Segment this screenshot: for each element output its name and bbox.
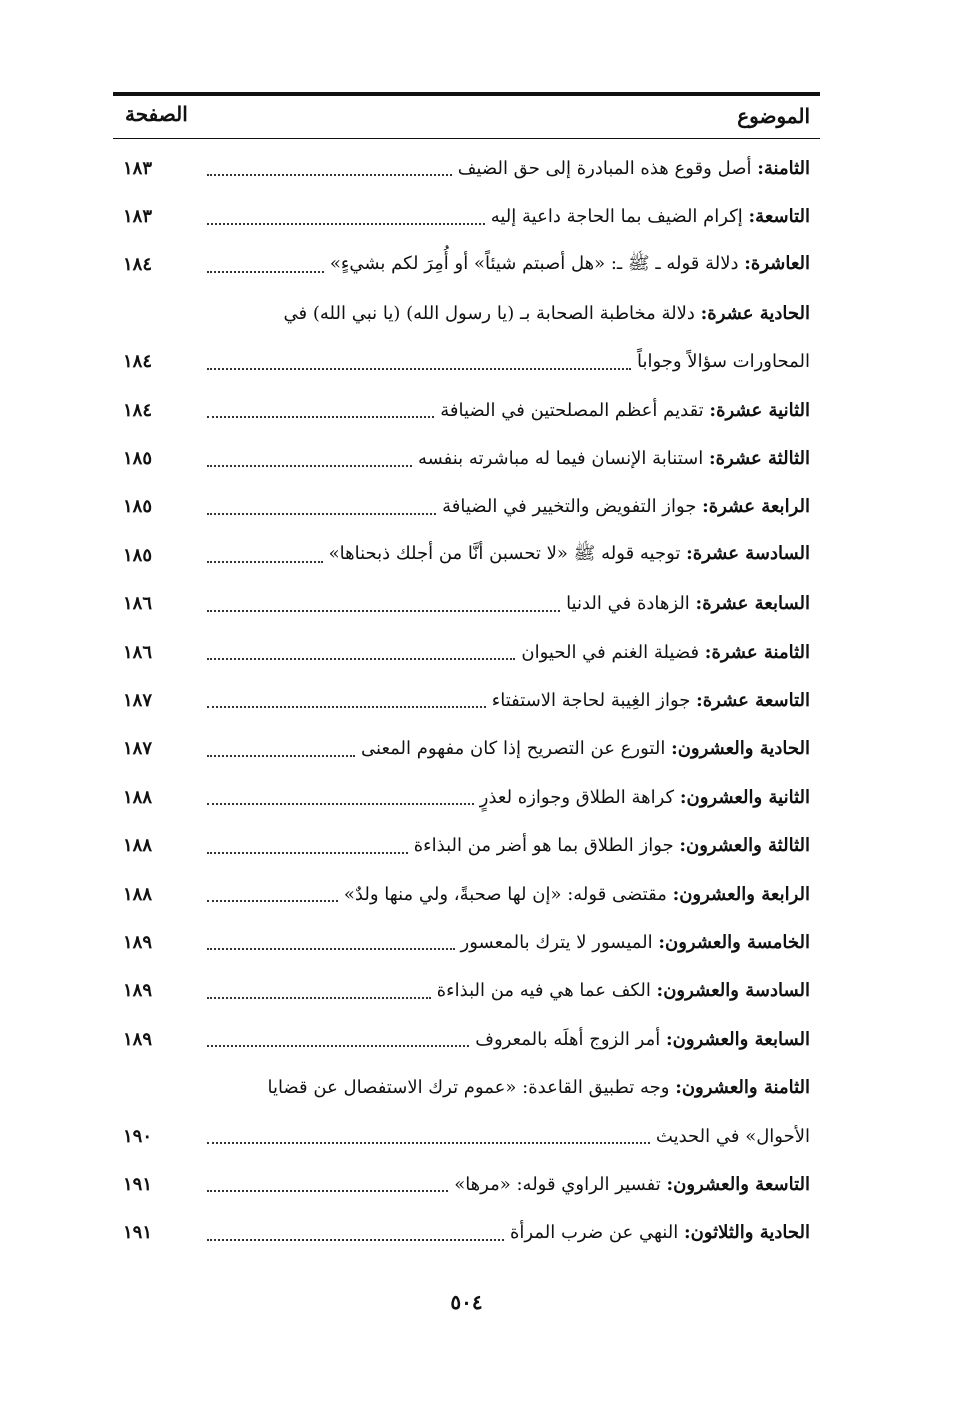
dot-leader <box>207 271 324 273</box>
toc-entry-label: الخامسة والعشرون: <box>658 931 810 953</box>
toc-entry <box>113 1015 820 1063</box>
dot-leader <box>207 852 408 854</box>
toc-entry-label: السابعة والعشرون: <box>665 1028 810 1050</box>
toc-entry-title: أصل وقوع هذه المبادرة إلى حق الضيف <box>457 157 758 179</box>
toc-entry-label: السابعة عشرة: <box>695 593 810 615</box>
toc-entry-title: الزهادة في الدنيا <box>566 593 696 615</box>
toc-entry <box>113 628 820 676</box>
toc-entry-title: الميسور لا يترك بالمعسور <box>460 931 659 953</box>
toc-entry-label: السادسة عشرة: <box>686 543 810 565</box>
toc-entry-label: التاسعة: <box>748 206 810 228</box>
toc-entry-page: ١٨٨ <box>123 883 153 905</box>
toc-entry-title: دلالة قوله ـ ﷺ ـ: «هل أصبتم شيئاً» أو أُمِرَ لكم بشيءٍ» <box>329 252 745 274</box>
toc-entry <box>113 725 820 773</box>
toc-entry-page: ١٨٨ <box>123 786 153 808</box>
toc-entry-text <box>469 1029 820 1050</box>
dot-leader <box>207 513 436 515</box>
toc-entry-page: ١٨٦ <box>123 641 153 663</box>
toc-page <box>113 92 820 1314</box>
toc-entries <box>113 144 820 1257</box>
toc-entry <box>113 967 820 1015</box>
toc-entry-page: ١٨٣ <box>123 157 153 179</box>
toc-entry-text <box>474 787 820 808</box>
toc-entry-label: العاشرة: <box>744 252 810 274</box>
toc-entry-page: ١٨٤ <box>123 254 153 276</box>
toc-entry-text <box>278 303 820 324</box>
dot-leader <box>207 803 474 805</box>
toc-entry-title: تقديم أعظم المصلحتين في الضيافة <box>440 399 710 421</box>
toc-entry-label: الرابعة عشرة: <box>702 496 810 518</box>
toc-entry-text <box>515 642 820 663</box>
toc-entry-text <box>408 835 820 856</box>
toc-entry-label: الثالثة عشرة: <box>708 448 810 470</box>
toc-entry-title: فضيلة الغنم في الحيوان <box>521 641 705 663</box>
toc-entry <box>113 1160 820 1208</box>
toc-entry <box>113 1063 820 1111</box>
toc-entry-label: الثالثة والعشرون: <box>679 835 810 857</box>
toc-entry-text <box>452 158 820 179</box>
toc-entry-title: المحاورات سؤالاً وجواباً <box>636 351 810 373</box>
toc-entry-label: الحادية عشرة: <box>700 302 810 324</box>
toc-entry-label: الحادية والعشرون: <box>671 738 810 760</box>
toc-entry <box>113 531 820 579</box>
toc-entry-page: ١٩٠ <box>123 1125 153 1147</box>
toc-entry-title: دلالة مخاطبة الصحابة بـ (يا رسول الله) (يا نبي الله) في <box>283 302 701 324</box>
toc-entry-page: ١٨٧ <box>123 689 153 711</box>
toc-entry-text <box>436 496 820 517</box>
topic-column-heading: الموضوع <box>737 104 810 128</box>
toc-entry-page: ١٨٩ <box>123 1028 153 1050</box>
dot-leader <box>207 610 560 612</box>
toc-entry-text <box>412 448 820 469</box>
toc-entry-text <box>324 252 820 278</box>
toc-entry-page: ١٨٤ <box>123 399 153 421</box>
dot-leader <box>207 658 515 660</box>
toc-entry <box>113 870 820 918</box>
toc-entry-title: الأحوال» في الحديث <box>655 1125 810 1147</box>
toc-entry-title: كراهة الطلاق وجوازه لعذرٍ <box>479 786 680 808</box>
toc-entry-title: جواز التفويض والتخيير في الضيافة <box>442 496 703 518</box>
toc-entry-text <box>323 542 820 568</box>
dot-leader <box>207 948 455 950</box>
toc-entry-text <box>631 351 820 372</box>
toc-entry-text <box>431 980 820 1001</box>
toc-entry-page: ١٨٩ <box>123 931 153 953</box>
dot-leader <box>207 416 434 418</box>
toc-entry-text <box>338 884 820 905</box>
toc-entry <box>113 918 820 966</box>
toc-entry-page: ١٨٦ <box>123 593 153 615</box>
toc-entry-title: التورع عن التصريح إذا كان مفهوم المعنى <box>361 738 672 760</box>
toc-entry-page: ١٨٥ <box>123 544 153 566</box>
dot-leader <box>207 900 338 902</box>
toc-entry-page: ١٨٥ <box>123 496 153 518</box>
toc-entry <box>113 580 820 628</box>
toc-entry-title: جواز الطلاق بما هو أضر من البذاءة <box>413 835 680 857</box>
toc-entry-label: الرابعة والعشرون: <box>672 883 810 905</box>
dot-leader <box>207 174 452 176</box>
toc-entry-page: ١٨٩ <box>123 980 153 1002</box>
toc-entry-page: ١٨٥ <box>123 448 153 470</box>
header-rule <box>113 138 820 139</box>
toc-entry-title: استنابة الإنسان فيما له مباشرته بنفسه <box>417 448 709 470</box>
toc-entry-page: ١٨٧ <box>123 738 153 760</box>
dot-leader <box>207 1190 448 1192</box>
dot-leader <box>207 465 412 467</box>
toc-entry <box>113 434 820 482</box>
toc-entry-text <box>485 206 820 227</box>
toc-entry <box>113 676 820 724</box>
toc-entry-page: ١٩١ <box>123 1173 153 1195</box>
toc-entry-title: أمر الزوج أهلَه بالمعروف <box>475 1028 666 1050</box>
toc-entry-title: تفسير الراوي قوله: «مرها» <box>454 1173 667 1195</box>
toc-entry <box>113 821 820 869</box>
dot-leader <box>207 223 485 225</box>
toc-entry <box>113 192 820 240</box>
toc-entry <box>113 144 820 192</box>
toc-entry-page: ١٨٨ <box>123 835 153 857</box>
dot-leader <box>207 1142 650 1144</box>
toc-entry-text <box>434 400 820 421</box>
toc-entry-text <box>261 1077 820 1098</box>
toc-entry-label: التاسعة والعشرون: <box>666 1173 810 1195</box>
toc-entry-text <box>504 1222 820 1243</box>
toc-entry-title: الكف عما هي فيه من البذاءة <box>436 980 657 1002</box>
dot-leader <box>207 1045 469 1047</box>
dot-leader <box>207 368 631 370</box>
toc-entry-page: ١٨٣ <box>123 206 153 228</box>
dot-leader <box>207 997 431 999</box>
toc-entry <box>113 289 820 337</box>
toc-entry-title: إكرام الضيف بما الحاجة داعية إليه <box>490 206 749 228</box>
toc-entry-text <box>355 738 820 759</box>
toc-entry-text <box>650 1126 820 1147</box>
toc-entry <box>113 1112 820 1160</box>
toc-header <box>113 98 820 138</box>
dot-leader <box>207 1239 504 1241</box>
toc-entry-page: ١٨٤ <box>123 351 153 373</box>
toc-entry-text <box>455 932 820 953</box>
toc-entry <box>113 1209 820 1257</box>
toc-entry-page: ١٩١ <box>123 1222 153 1244</box>
toc-entry <box>113 773 820 821</box>
toc-entry <box>113 241 820 289</box>
toc-entry-label: الثانية عشرة: <box>709 399 810 421</box>
toc-entry-title: مقتضى قوله: «إن لها صحبةً، ولي منها ولدٌ» <box>343 883 673 905</box>
page-number: ٥٠٤ <box>450 1290 483 1314</box>
toc-entry-text <box>486 690 820 711</box>
toc-entry-label: السادسة والعشرون: <box>656 980 810 1002</box>
toc-entry-label: الثانية والعشرون: <box>679 786 810 808</box>
toc-entry-label: الثامنة عشرة: <box>704 641 810 663</box>
toc-entry-title: توجيه قوله ﷺ «لا تحسبن أنَّا من أجلك ذبحناها» <box>328 543 687 565</box>
toc-entry-label: الحادية والثلاثون: <box>683 1222 810 1244</box>
toc-entry-text <box>448 1174 820 1195</box>
toc-entry <box>113 386 820 434</box>
page-column-heading: الصفحة <box>125 102 188 126</box>
dot-leader <box>207 561 323 563</box>
toc-entry-title: وجه تطبيق القاعدة: «عموم ترك الاستفصال عن قضايا <box>267 1077 676 1099</box>
top-rule <box>113 92 820 96</box>
dot-leader <box>207 706 486 708</box>
toc-entry-label: الثامنة والعشرون: <box>675 1077 810 1099</box>
toc-entry-text <box>560 593 820 614</box>
toc-entry-title: جواز الغِيبة لحاجة الاستفتاء <box>491 689 697 711</box>
toc-entry-label: الثامنة: <box>757 157 810 179</box>
toc-entry <box>113 338 820 386</box>
dot-leader <box>207 755 355 757</box>
toc-entry-label: التاسعة عشرة: <box>696 689 810 711</box>
toc-entry <box>113 483 820 531</box>
toc-entry-title: النهي عن ضرب المرأة <box>509 1222 684 1244</box>
